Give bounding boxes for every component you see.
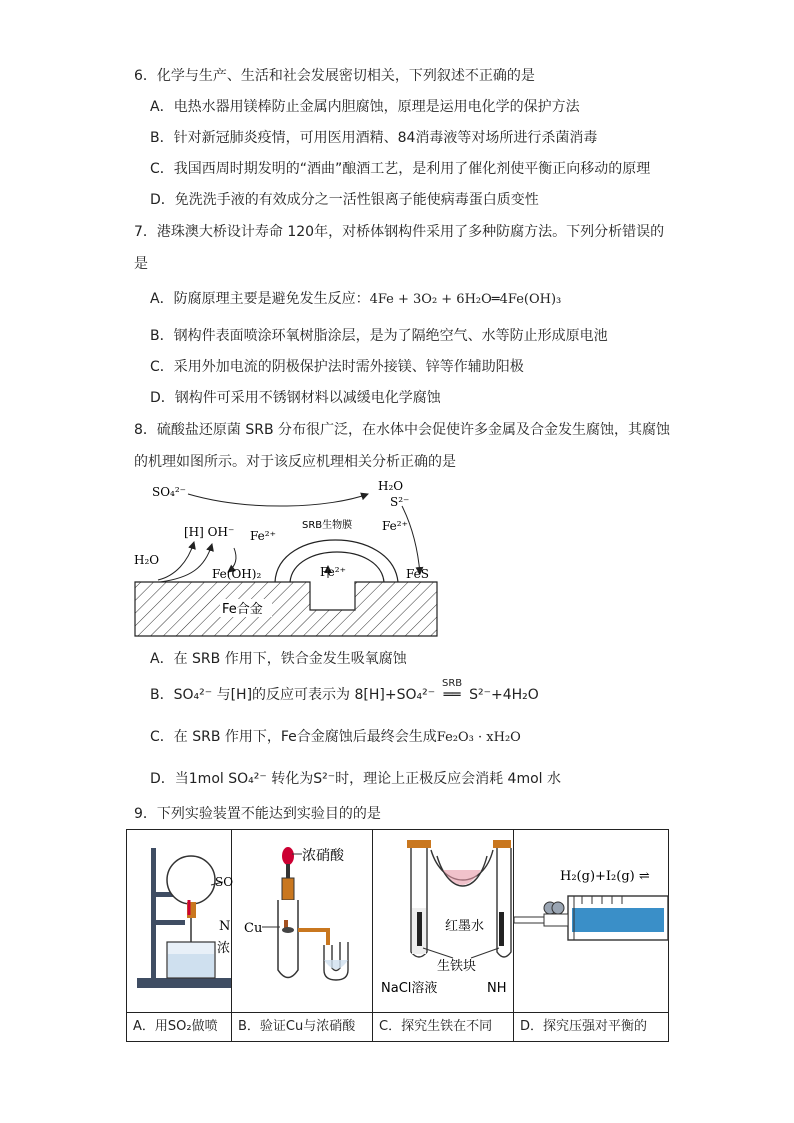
label-fe2-mid: Fe²⁺ [320,565,346,579]
caption-b: B．验证Cu与浓硝酸 [232,1013,373,1042]
label-fe2-left: Fe²⁺ [250,529,276,543]
q8-stem-cont: 的机理如图所示。对于该反应机理相关分析正确的是 [134,454,456,470]
q6-option-d: D．免洗洗手液的有效成分之一活性银离子能使病毒蛋白质变性 [150,192,539,208]
cu-nitric-acid-figure [232,830,372,1008]
caption-a: A．用SO₂做喷 [127,1013,232,1042]
label-h2o-top: H₂O [378,479,404,493]
caption-c: C．探究生铁在不同 [373,1013,514,1042]
corrosion-mechanism-diagram [130,478,450,640]
q8-option-d: D．当1mol SO₄²⁻ 转化为S²⁻时，理论上正极反应会消耗 4mol 水 [150,771,561,787]
apparatus-b-cu-label: Cu [244,921,263,936]
q7-option-a-text: A．防腐原理主要是避免发生反应： [150,291,370,307]
label-fes: FeS [406,567,429,581]
label-srb-film: SRB生物膜 [302,520,353,531]
apparatus-a [127,830,232,1013]
q8-option-c-text: C．在 SRB 作用下，Fe合金腐蚀后最终会生成 [150,729,437,745]
q7-option-a [150,289,561,310]
q8-option-a: A．在 SRB 作用下，铁合金发生吸氧腐蚀 [150,651,407,667]
apparatus-c-label-nacl: NaCl溶液 [381,981,438,996]
caption-d: D．探究压强对平衡的 [514,1013,669,1042]
label-h-oh: [H] OH⁻ [184,525,235,539]
srb-condition-label: SRB [442,678,463,689]
apparatus-a-label-1: SO [215,875,234,889]
iron-corrosion-figure [373,830,513,1008]
q6-stem: 6．化学与生产、生活和社会发展密切相关，下列叙述不正确的是 [134,68,535,84]
q6-option-c: C．我国西周时期发明的“酒曲”酿酒工艺，是利用了催化剂使平衡正向移动的原理 [150,161,651,177]
srb-condition-arrow: SRB ══ [435,685,469,705]
q6-option-b: B．针对新冠肺炎疫情，可用医用酒精、84消毒液等对场所进行杀菌消毒 [150,130,598,146]
q7-option-c: C．采用外加电流的阴极保护法时需外接镁、锌等作辅助阳极 [150,359,524,375]
apparatus-b-acid-label: 浓硝酸 [302,848,344,864]
q7-stem: 7．港珠澳大桥设计寿命 120年，对桥体钢构件采用了多种防腐方法。下列分析错误的 [134,224,665,240]
syringe-equilibrium-figure [514,830,668,1008]
apparatus-c [373,830,514,1013]
label-s2: S²⁻ [390,495,410,509]
apparatus-b [232,830,373,1013]
label-so4: SO₄²⁻ [152,485,187,499]
q7-option-a-equation: 4Fe + 3O₂ + 6H₂O═4Fe(OH)₃ [369,292,562,307]
q9-stem: 9．下列实验装置不能达到实验目的的是 [134,806,381,822]
label-fe2-right: Fe²⁺ [382,519,408,533]
label-feoh2: Fe(OH)₂ [212,567,262,581]
label-h2o-left: H₂O [134,553,160,567]
apparatus-c-label-iron: 生铁块 [437,959,477,974]
apparatus-d-label: H₂(g)+I₂(g) ⇌ [560,869,650,884]
apparatus-c-label-nh: NH [487,981,507,996]
q8-option-c [150,727,521,748]
q8-stem: 8．硫酸盐还原菌 SRB 分布很广泛，在水体中会促使许多金属及合金发生腐蚀，其腐蚀 [134,422,671,438]
q7-option-d: D．钢构件可采用不锈钢材料以减缓电化学腐蚀 [150,390,441,406]
q6-option-a: A．电热水器用镁棒防止金属内胆腐蚀，原理是运用电化学的保护方法 [150,99,580,115]
q8-option-c-formula: Fe₂O₃ · xH₂O [436,730,521,745]
q8-option-b-products: S²⁻+4H₂O [469,687,539,703]
q7-option-b: B．钢构件表面喷涂环氧树脂涂层，是为了隔绝空气、水等防止形成原电池 [150,328,608,344]
apparatus-a-label-3: 浓 [217,941,231,956]
q7-stem-cont: 是 [134,256,148,272]
apparatus-c-label-ink: 红墨水 [445,919,485,934]
experiment-table [126,829,669,1042]
label-fe-alloy: Fe合金 [222,602,263,617]
q8-option-b-text: B．SO₄²⁻ 与[H]的反应可表示为 8[H]+SO₄²⁻ [150,687,436,703]
apparatus-d [514,830,669,1013]
q8-option-b [150,678,539,705]
apparatus-a-label-2: N [219,919,231,934]
fountain-apparatus-figure [127,830,234,1008]
